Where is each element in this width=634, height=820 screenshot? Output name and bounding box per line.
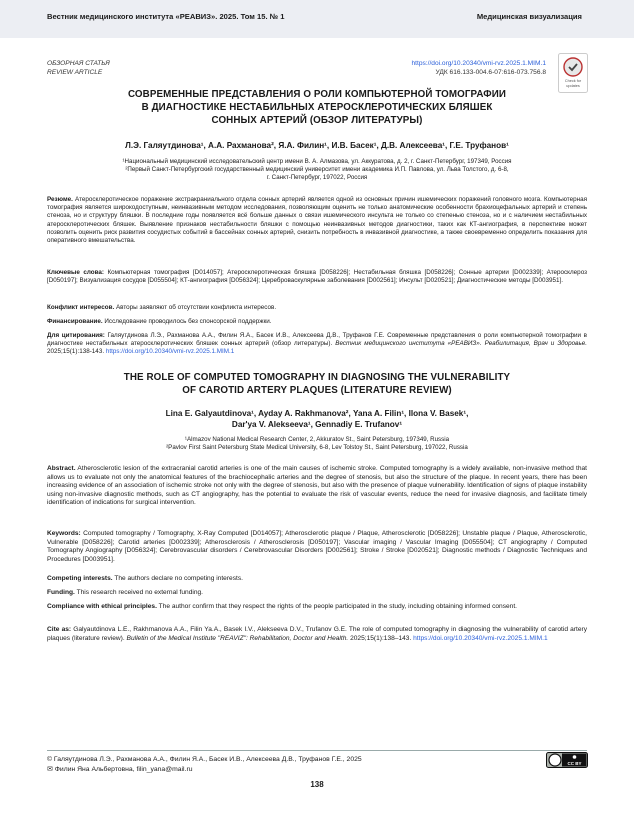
conflict-ru-label: Конфликт интересов. [47,304,115,311]
title-ru-line: СОННЫХ АРТЕРИЙ (ОБЗОР ЛИТЕРАТУРЫ) [211,115,423,126]
footer-divider [47,750,587,751]
udc-code: УДК 616.133-004.6-07:616-073.756.8 [435,69,546,76]
affiliation: ²Pavlov First Saint Petersburg State Medical University, 6-8, Lev Tolstoy St., Saint Petersburg, 197022, Russia [166,444,468,452]
badge-text: Check for updates [564,79,582,88]
citation-ru-label: Для цитирования: [47,332,105,339]
authors-en-line: Lina E. Galyautdinova¹, Ayday A. Rakhmanova², Yana A. Filin¹, Ilona V. Basek¹, [165,409,469,418]
funding-ru [47,318,587,326]
citation-ru-journal: Вестник медицинского института «РЕАВИЗ». Реабилитация, Врач и Здоровье. [335,340,588,348]
affiliations-en [40,436,594,452]
affiliation: г. Санкт-Петербург, 197022, Россия [266,174,368,182]
abstract-ru-label: Резюме. [47,196,73,203]
funding-ru-text: Исследование проводилось без спонсорской поддержки. [104,318,272,325]
title-en [40,371,594,397]
citation-ru-text: Галяутдинова Л.Э., Рахманова А.А., Филин Я.А., Басек И.В., Алексеева Д.В., Труфанов Г.Е. Современные представления о роли компьютерной томографии в диагностике нестабильных атеросклеротических бляшек сонных артерий (обзор литературы). [47,332,587,348]
affiliations-ru [40,158,594,183]
contact-line [47,765,362,775]
conflict-ru-text: Авторы заявляют об отсутствии конфликта интересов. [115,304,277,311]
competing-en-label: Competing interests. [47,575,113,582]
check-for-updates-badge[interactable] [558,53,588,93]
funding-en [47,589,587,598]
copyright: © Галяутдинова Л.Э., Рахманова А.А., Филин Я.А., Басек И.В., Алексеева Д.В., Труфанов Г.Е., 2025 [47,756,362,763]
footer-info [47,755,362,774]
license-label: CC BY [567,761,582,766]
ethics-en-text: The author confirm that they respect the rights of the people participated in the study, including obtaining informed consent. [158,603,517,610]
cc-license-badge[interactable] [546,752,588,768]
authors-en-line: Dar'ya V. Alekseeva¹, Gennadiy E. Trufanov¹ [231,420,403,429]
mail-icon: ✉ [47,765,53,773]
keywords-ru-text: Компьютерная томография [D014057]; Атеросклеротическая бляшка [D058226]; Нестабильная бляшка [D058226]; Сонные артерии [D002339]; Атеросклероз [D050197]; Визуализация сосудов [D055504]; КТ-ангиография [D056324]; Цереброваскулярные заболевания [D002561]; Инсульт [D020521]; Диагностические методы [D003951]. [47,269,588,285]
affiliation: ¹Almazov National Medical Research Center, 2, Akkuratov St., Saint Petersburg, 197349, Russia [184,436,450,443]
funding-en-text: This research received no external funding. [76,589,204,596]
title-en-line: OF CAROTID ARTERY PLAQUES (LITERATURE REVIEW) [182,385,452,396]
title-ru-line: В ДИАГНОСТИКЕ НЕСТАБИЛЬНЫХ АТЕРОСКЛЕРОТИЧЕСКИХ БЛЯШЕК [141,102,493,113]
title-ru-line: СОВРЕМЕННЫЕ ПРЕДСТАВЛЕНИЯ О РОЛИ КОМПЬЮТЕРНОЙ ТОМОГРАФИИ [128,89,506,100]
keywords-ru-label: Ключевые слова: [47,269,104,276]
title-ru [40,88,594,127]
abstract-ru [47,196,587,245]
affiliation: ¹Национальный медицинский исследовательский центр имени В. А. Алмазова, ул. Аккуратова, д. 2, г. Санкт-Петербург, 197349, Россия [122,158,512,165]
title-en-line: THE ROLE OF COMPUTED TOMOGRAPHY IN DIAGNOSING THE VULNERABILITY [123,372,511,383]
ethics-en [47,603,587,612]
competing-en [47,575,587,584]
abstract-en-label: Abstract. [47,465,76,472]
conflict-ru [47,304,587,312]
keywords-en-label: Keywords: [47,530,81,537]
abstract-ru-text: Атеросклеротическое поражение экстракраниального отдела сонных артерий является одной из основных причин ишемических поражений головного мозга. Компьютерная томография является широкодоступным, неинвазивным методом исследования, позволяющим оценить не только анатомические особенности брахиоцефальных артерий и степень стеноза, но и структуру бляшки. В последние годы появляется всё больше данных о связи ишемического инсульта не только со степенью стеноза, но и с наличием нестабильных атеросклеротических бляшек. Выявление признаков нестабильности бляшки с помощью неинвазивных методов диагностики, таких как КТ-ангиография, в перспективе может позволить оценить риск развития сосудистых событий в бассейнах сонных артерий, снизить потребность в инвазивной диагностике, а также своевременно определить показания для оперативного вмешательства. [47,196,588,245]
citation-ru-tail: 2025;15(1):138-143. [47,348,105,356]
doi-link[interactable]: https://doi.org/10.20340/vmi-rvz.2025.1.MIM.1 [411,60,546,67]
article-type-en: REVIEW ARTICLE [47,69,103,76]
citation-en-text: Galyautdinova L.E., Rakhmanova A.A., Filin Ya.A., Basek I.V., Alekseeva D.V., Trufanov G.E. The role of computed tomography in diagnosing the vulnerability of carotid artery plaques (literature review). [47,626,587,642]
citation-en-doi[interactable]: https://doi.org/10.20340/vmi-rvz.2025.1.MIM.1 [413,634,548,642]
authors-en [40,408,594,430]
article-type-ru: ОБЗОРНАЯ СТАТЬЯ [47,60,110,67]
affiliation: ²Первый Санкт-Петербургский государственный медицинский университет имени академика И.П. Павлова, ул. Льва Толстого, д. 6-8, [125,166,509,174]
keywords-ru [47,269,587,285]
citation-en-journal: Bulletin of the Medical Institute "REAVIZ": Rehabilitation, Doctor and Health. [126,634,349,642]
section-name: Медицинская визуализация [476,12,582,21]
keywords-en-text: Computed tomography / Tomography, X-Ray Computed [D014057]; Atherosclerotic plaque / Plaque, Atherosclerotic [D058226]; Unstable plaque / Plaque, Atherosclerotic, Vulnerable [D058226]; Carotid arteries [D002339]; Atherosclerosis / Atherosclerosis [D050197]; Vascular imaging / Vascular Imaging [D055504]; CT angiography / Computed Tomography Angiography [D056324]; Cerebrovascular disorders / Cerebrovascular Disorders [D002561]; Stroke / Stroke [D020521]; Diagnostic methods / Diagnostic Techniques and Procedures [D003951]. [47,530,587,563]
article-ids [411,59,546,77]
citation-en-tail: 2025;15(1):138–143. [350,634,412,642]
article-type [47,59,110,77]
competing-en-text: The authors declare no competing interests. [114,575,243,582]
ethics-en-label: Compliance with ethical principles. [47,603,157,610]
page-number: 138 [310,780,324,789]
authors-ru: Л.Э. Галяутдинова¹, А.А. Рахманова², Я.А. Филин¹, И.В. Басек¹, Д.В. Алексеева¹, Г.Е. Труфанов¹ [125,141,509,150]
contact-text: Филин Яна Альбертовна, filin_yana@mail.ru [54,765,193,773]
abstract-en [47,465,587,508]
running-header [0,0,634,38]
funding-ru-label: Финансирование. [47,318,103,325]
citation-en-label: Cite as: [47,626,72,633]
citation-en [47,626,587,643]
keywords-en [47,530,587,564]
funding-en-label: Funding. [47,589,75,596]
abstract-en-text: Atherosclerotic lesion of the extracranial carotid arteries is one of the main causes of ischemic stroke. Computed tomography is a widely available, non-invasive method that allows us to evaluate not only the anatomical features of the brachiocephalic arteries and the degree of stenosis, but also the structure of the plaque. In recent years, there has been increasing evidence of an association of ischemic stroke not only with the degree of stenosis, but also with the presence of plaque vulnerability. Identification of signs of plaque instability using non-invasive diagnostic methods, such as CT angiography, has the potential to evaluate the risk of vascular events, reduce the need for invasive diagnosis, and facilitate timely identification of indications for surgical intervention. [47,465,587,507]
citation-ru [47,332,587,357]
journal-name: Вестник медицинского института «РЕАВИЗ». 2025. Том 15. № 1 [47,12,285,21]
citation-ru-doi[interactable]: https://doi.org/10.20340/vmi-rvz.2025.1.MIM.1 [105,348,235,356]
